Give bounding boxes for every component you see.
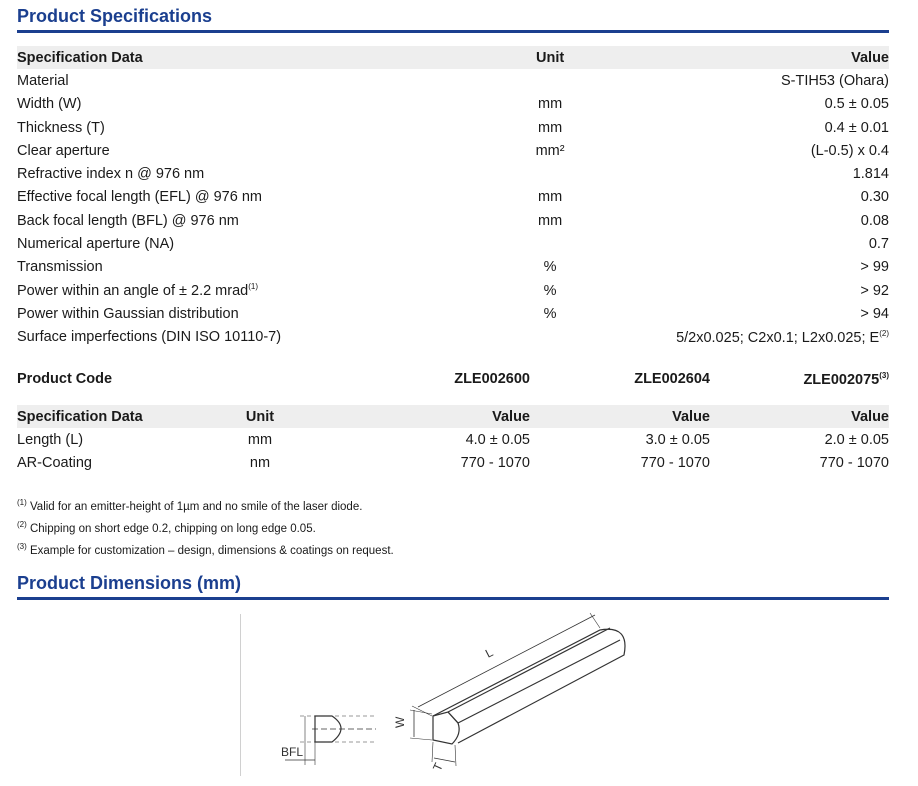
spec-row-unit: % — [543, 305, 557, 322]
T-dim-line — [434, 758, 455, 762]
spec-row-value: 0.30 — [860, 189, 889, 206]
spec-row-value: 0.4 ± 0.01 — [824, 119, 889, 136]
spec-row-value: 5/2x0.025; C2x0.1; L2x0.025; $E^{(2)}$ — [676, 328, 889, 346]
spec-row-name: Transmission — [17, 259, 103, 276]
spec-row-name: Width (W) — [17, 96, 82, 113]
variant-header-name: Specification Data — [17, 405, 170, 428]
spec-row-unit: % — [543, 282, 557, 299]
spec-row-name: Material — [17, 72, 69, 89]
spec-row-unit: mm — [538, 212, 563, 229]
variant-row-unit: mm — [247, 431, 273, 448]
variant-row-v2: 3.0 ± 0.05 — [645, 431, 710, 448]
spec-row-unit: mm — [538, 96, 563, 113]
rod-inner-line — [448, 712, 458, 723]
L-dim-line — [418, 615, 595, 707]
variant-row-v1: 770 - 1070 — [460, 455, 530, 472]
footnote-2: $^{(2)}$ Chipping on short edge 0.2, chipping on long edge 0.05. — [17, 519, 316, 535]
spec-header-unit: Unit — [424, 46, 676, 69]
variant-row-name: Length (L) — [17, 431, 84, 448]
rod-top-edge — [448, 628, 610, 712]
spec-row-value: > 92 — [860, 282, 889, 299]
spec-section-title: Product Specifications — [17, 6, 213, 26]
spec-row-name: Surface imperfections (DIN ISO 10110-7) — [17, 329, 282, 346]
spec-header-value: Value — [676, 46, 889, 69]
spec-row-name: Clear aperture — [17, 142, 110, 159]
spec-row-value: S-TIH53 (Ohara) — [781, 72, 889, 89]
variant-header-v2: Value — [530, 405, 710, 428]
spec-row-name: Numerical aperture (NA) — [17, 236, 175, 253]
T-label: T — [430, 760, 446, 774]
spec-row-name: Thickness (T) — [17, 119, 105, 136]
variant-row-v1: 4.0 ± 0.05 — [465, 431, 530, 448]
product-code-3: ZLE002075$^{(3)}$ — [803, 370, 889, 388]
spec-row-name: Power within Gaussian distribution — [17, 305, 239, 322]
variant-header-unit: Unit — [170, 405, 350, 428]
footnote-3: $^{(3)}$ Example for customization – design, dimensions & coatings on request. — [17, 541, 394, 557]
spec-row-name: Back focal length (BFL) @ 976 nm — [17, 212, 239, 229]
spec-row-unit: mm — [538, 189, 563, 206]
BFL-label: BFL — [281, 745, 304, 759]
spec-row-value: > 99 — [860, 259, 889, 276]
side-view-lens — [315, 716, 341, 742]
variant-row-v3: 770 - 1070 — [819, 455, 889, 472]
spec-header-name: Specification Data — [17, 46, 424, 69]
spec-row-name: Refractive index n @ 976 nm — [17, 166, 205, 183]
product-code-1: ZLE002600 — [454, 371, 530, 387]
variant-row-v2: 770 - 1070 — [640, 455, 710, 472]
spec-row-value: 1.814 — [852, 166, 889, 183]
product-code-label: Product Code — [17, 371, 113, 387]
W-label: W — [393, 716, 407, 728]
product-code-2: ZLE002604 — [634, 371, 710, 387]
spec-row-value: > 94 — [860, 305, 889, 322]
spec-row-unit: mm² — [535, 142, 565, 159]
variant-header-v3: Value — [710, 405, 889, 428]
variant-row-unit: nm — [249, 455, 271, 472]
footnote-1: $^{(1)}$ Valid for an emitter-height of 1µm and no smile of the laser diode. — [17, 498, 363, 513]
dim-section-title: Product Dimensions (mm) — [17, 573, 242, 593]
spec-row-unit: % — [543, 259, 557, 276]
L-label: L — [483, 645, 496, 661]
variant-header-v1: Value — [350, 405, 530, 428]
variant-row-v3: 2.0 ± 0.05 — [824, 431, 889, 448]
spec-row-name: Effective focal length (EFL) @ 976 nm — [17, 189, 262, 206]
spec-row-name: Power within an angle of ± 2.2 mrad$^{(1)}$ — [17, 282, 259, 300]
spec-row-unit: mm — [538, 119, 563, 136]
spec-row-value: 0.7 — [868, 236, 889, 253]
variant-row-name: AR-Coating — [17, 455, 92, 472]
spec-row-value: 0.5 ± 0.05 — [824, 96, 889, 113]
spec-row-value: 0.08 — [860, 212, 889, 229]
rod-front-face — [433, 712, 459, 744]
spec-row-value: (L-0.5) x 0.4 — [810, 142, 889, 159]
